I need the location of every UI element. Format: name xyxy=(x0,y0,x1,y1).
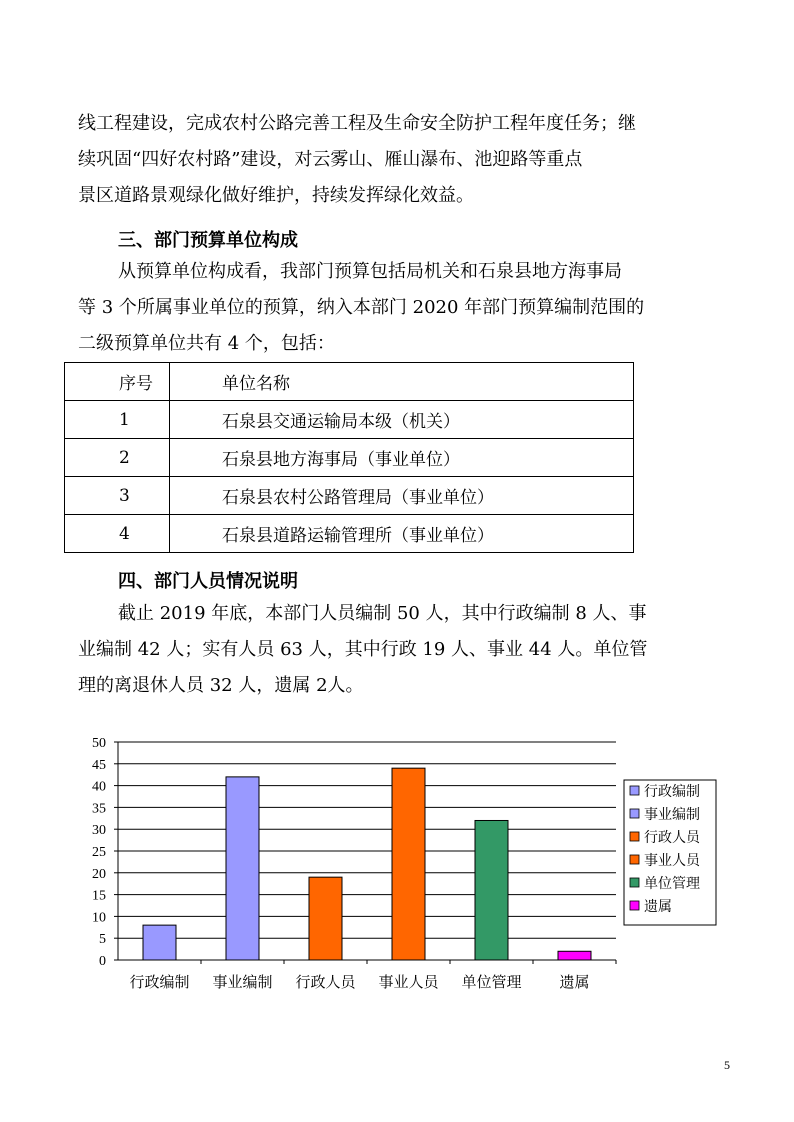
text-line: 截止 2019 年底，本部门人员编制 50 人，其中行政编制 8 人、事 xyxy=(118,603,647,624)
table-cell: 4 xyxy=(65,515,170,553)
text-line: 续巩固“四好农村路”建设，对云雾山、雁山瀑布、池迎路等重点 xyxy=(78,149,583,170)
legend-label: 行政人员 xyxy=(644,830,700,846)
y-tick-label: 30 xyxy=(92,823,106,839)
table-row xyxy=(65,477,634,515)
table-cell: 1 xyxy=(65,401,170,439)
table-row xyxy=(65,439,634,477)
table-cell: 3 xyxy=(65,477,170,515)
x-tick-label: 事业编制 xyxy=(212,973,273,991)
x-tick-label: 单位管理 xyxy=(461,973,522,991)
x-tick-label: 遗属 xyxy=(559,973,590,991)
text-line: 二级预算单位共有 4 个，包括： xyxy=(78,333,335,354)
y-tick-label: 5 xyxy=(99,932,106,948)
budget-units-table xyxy=(64,362,634,553)
legend-label: 单位管理 xyxy=(644,876,700,892)
x-tick-label: 行政人员 xyxy=(295,973,356,991)
legend-swatch xyxy=(630,786,639,795)
staff-bar-chart xyxy=(76,728,726,1003)
paragraph-2 xyxy=(78,254,714,362)
section-heading-4: 四、部门人员情况说明 xyxy=(118,571,298,592)
y-tick-label: 0 xyxy=(99,954,106,969)
bar-事业人员 xyxy=(392,768,425,960)
table-cell: 石泉县地方海事局（事业单位） xyxy=(170,439,634,477)
legend-swatch xyxy=(630,832,639,841)
y-tick-label: 20 xyxy=(92,866,106,882)
x-tick-label: 事业人员 xyxy=(378,973,439,991)
y-tick-label: 40 xyxy=(92,779,106,795)
table-header-row xyxy=(65,363,634,401)
text-line: 等 3 个所属事业单位的预算，纳入本部门 2020 年部门预算编制范围的 xyxy=(78,297,645,318)
legend-swatch xyxy=(630,878,639,887)
table-header-cell: 序号 xyxy=(65,363,170,401)
table-cell: 石泉县农村公路管理局（事业单位） xyxy=(170,477,634,515)
table-cell: 石泉县道路运输管理所（事业单位） xyxy=(170,515,634,553)
legend-swatch xyxy=(630,901,639,910)
y-tick-label: 45 xyxy=(92,757,106,773)
y-tick-label: 15 xyxy=(92,888,106,904)
table-row xyxy=(65,515,634,553)
legend-label: 行政编制 xyxy=(644,784,700,800)
text-line: 理的离退休人员 32 人，遗属 2人。 xyxy=(78,675,364,696)
bar-行政编制 xyxy=(143,925,176,960)
table-cell: 石泉县交通运输局本级（机关） xyxy=(170,401,634,439)
legend-label: 遗属 xyxy=(644,899,672,915)
x-tick-label: 行政编制 xyxy=(129,973,190,991)
bar-单位管理 xyxy=(475,820,508,960)
text-line: 从预算单位构成看，我部门预算包括局机关和石泉县地方海事局 xyxy=(118,261,622,282)
y-tick-label: 35 xyxy=(92,801,106,817)
section-heading-3: 三、部门预算单位构成 xyxy=(118,230,298,251)
legend-label: 事业编制 xyxy=(644,807,700,823)
legend-swatch xyxy=(630,855,639,864)
y-tick-label: 50 xyxy=(92,736,106,751)
text-line: 景区道路景观绿化做好维护，持续发挥绿化效益。 xyxy=(78,185,474,206)
legend-label: 事业人员 xyxy=(644,853,700,869)
legend-swatch xyxy=(630,809,639,818)
y-tick-label: 25 xyxy=(92,845,106,860)
text-line: 业编制 42 人；实有人员 63 人，其中行政 19 人、事业 44 人。单位管 xyxy=(78,639,648,660)
text-line: 线工程建设，完成农村公路完善工程及生命安全防护工程年度任务；继 xyxy=(78,113,636,134)
table-row xyxy=(65,401,634,439)
page-number: 5 xyxy=(724,1058,730,1072)
table-header-cell: 单位名称 xyxy=(170,363,634,401)
paragraph-1 xyxy=(78,106,714,214)
bar-行政人员 xyxy=(309,877,342,960)
table-cell: 2 xyxy=(65,439,170,477)
paragraph-3 xyxy=(78,596,714,704)
bar-事业编制 xyxy=(226,777,259,960)
bar-遗属 xyxy=(558,951,591,960)
y-tick-label: 10 xyxy=(92,910,106,926)
